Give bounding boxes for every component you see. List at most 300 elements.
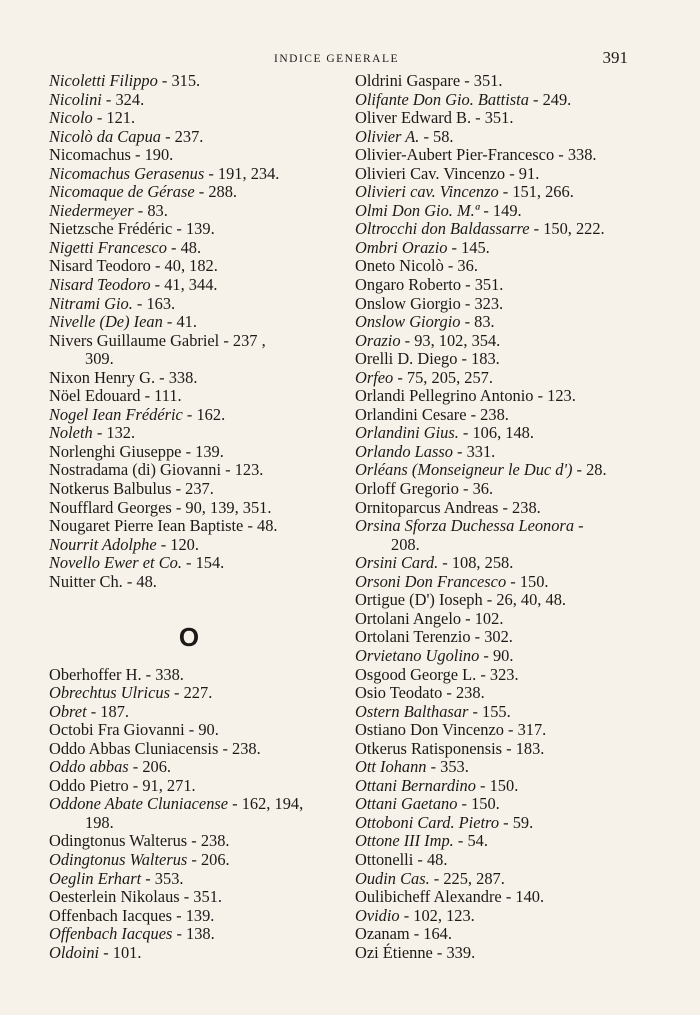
entry-separator: - [438,553,452,573]
entry-name: Ortigue (D') Ioseph [355,590,483,610]
index-entry [49,517,329,536]
entry-page-refs: 187. [100,701,129,721]
entry-page-refs: 288. [208,182,238,202]
index-entry [49,387,329,406]
entry-page-refs: 139. [195,441,224,461]
entry-page-refs: 162. [196,404,226,424]
index-entry [49,128,329,147]
entry-name: Orlando Lasso [355,441,453,461]
entry-page-refs: 83. [147,200,168,220]
entry-separator: - [140,386,155,406]
entry-page-refs: 151, 266. [512,182,574,202]
entry-separator: - [460,293,475,313]
entry-name: Orsina Sforza Duchessa Leonora [355,516,575,536]
index-entry [355,443,630,462]
entry-separator: - [460,71,474,90]
index-entry [49,332,329,351]
entry-name: Niedermeyer [49,200,134,220]
index-entry [49,239,329,258]
entry-name: Ostiano Don Vincenzo [355,720,504,740]
entry-separator: - [219,330,233,350]
entry-separator: - [452,441,467,461]
entry-page-refs: 238. [512,497,541,517]
entry-separator: - [243,516,257,536]
index-entry [355,777,630,796]
entry-name: Nicolò da Capua [49,126,162,146]
index-entry [49,832,329,851]
entry-separator: - [92,423,107,443]
entry-continuation: 198. [85,812,114,832]
entry-separator: - [156,534,171,554]
entry-separator: - [399,905,414,925]
entry-separator: - [128,775,143,795]
entry-page-refs: 237 , [232,330,266,350]
entry-page-refs: 40, 182. [164,256,218,276]
index-entry [355,591,630,610]
entry-page-refs: 206. [142,757,172,777]
entry-page-refs: 150, 222. [543,219,605,239]
entry-name: Oddo abbas [49,757,129,777]
index-list-o-left [49,666,329,963]
entry-separator: - [179,887,194,907]
entry-page-refs: 163. [146,293,176,313]
index-entry [49,72,329,91]
entry-name: Olivieri Cav. Vincenzo [355,163,506,183]
entry-name: Orelli D. Diego [355,349,458,369]
index-entry [49,721,329,740]
entry-separator: - [141,868,155,888]
entry-page-refs: 238. [232,738,261,758]
entry-name: Offenbach Iacques [49,924,173,944]
entry-page-refs: 150. [519,571,549,591]
entry-name: Obrechtus Ulricus [49,683,170,703]
entry-page-refs: 238. [455,683,485,703]
entry-separator: - [101,89,116,109]
entry-separator: - [574,516,584,536]
entry-name: Odingtonus Walterus [49,849,188,869]
entry-name: Orfeo [355,367,394,387]
entry-continuation: 309. [85,349,114,369]
index-entry [49,480,329,499]
entry-separator: - [166,237,181,257]
entry-page-refs: 164. [423,924,452,944]
entry-name: Ottonelli [355,849,414,869]
entry-page-refs: 191, 234. [217,163,280,183]
index-entry [355,406,630,425]
entry-page-refs: 353. [440,757,469,777]
index-entry [49,795,329,814]
index-entry [355,424,630,443]
entry-name: Oesterlein Nikolaus [49,887,180,907]
entry-name: Noleth [49,423,93,443]
running-title: INDICE GENERALE [274,53,400,65]
entry-separator: - [133,200,148,220]
index-entry [355,925,630,944]
left-column [49,72,329,962]
index-entry [49,684,329,703]
entry-separator: - [172,905,186,925]
entry-separator: - [498,497,513,517]
entry-name: Oudin Cas. [355,868,430,888]
entry-separator: - [419,126,433,146]
entry-name: Nuitter Ch. [49,571,123,591]
entry-separator: - [506,571,520,591]
entry-page-refs: 36. [472,479,494,499]
index-list-o-right [355,72,630,962]
entry-name: Orsini Card. [355,553,439,573]
entry-name: Noufflard Georges [49,497,172,517]
index-entry [355,907,630,926]
entry-page-refs: 75, 205, 257. [406,367,493,387]
index-entry [355,146,630,165]
entry-separator: - [171,497,186,517]
entry-page-refs: 59. [512,812,534,832]
entry-separator: - [482,590,497,610]
entry-page-refs: 351. [473,71,503,90]
entry-name: Olivieri cav. Vincenzo [355,182,499,202]
entry-name: Nicoletti Filippo [49,71,158,90]
entry-name: Oddone Abate Cluniacense [49,794,229,814]
entry-separator: - [442,683,456,703]
entry-separator: - [171,479,186,499]
entry-page-refs: 108, 258. [451,553,514,573]
entry-page-refs: 48. [257,516,278,536]
entry-page-refs: 28. [586,460,607,480]
index-entry [355,832,630,851]
entry-page-refs: 93, 102, 354. [414,330,501,350]
entry-name: Nivelle (De) Iean [49,312,163,332]
entry-name: Ottani Bernardino [355,775,476,795]
index-entry [49,424,329,443]
index-entry [49,907,329,926]
entry-name: Nisard Teodoro [49,256,151,276]
entry-separator: - [99,942,113,962]
entry-page-refs: 36. [457,256,478,276]
entry-page-refs: 91. [518,163,540,183]
index-entry [49,777,329,796]
index-entry [49,146,329,165]
entry-separator: - [447,237,462,257]
entry-name: Olmi Don Gio. M.ª [355,200,480,220]
index-entry [49,944,329,963]
entry-page-refs: 331. [466,441,496,461]
entry-separator: - [182,404,197,424]
entry-name: Onslow Giorgio [355,293,461,313]
index-entry [49,499,329,518]
index-entry [49,740,329,759]
index-entry [355,684,630,703]
entry-continuation: 208. [391,534,420,554]
entry-page-refs: 106, 148. [472,423,534,443]
index-entry [355,332,630,351]
right-column [355,72,630,962]
entry-name: Oberhoffer H. [49,664,142,684]
entry-page-refs: 123. [547,386,576,406]
entry-name: Nogel Iean Frédéric [49,404,183,424]
entry-name: Orsoni Don Francesco [355,571,507,591]
section-letter: O [178,621,200,652]
entry-separator: - [92,108,107,128]
entry-name: Nicomachus Gerasenus [49,163,205,183]
entry-name: Nitrami Gio. [49,293,133,313]
entry-name: Octobi Fra Giovanni [49,720,185,740]
entry-page-refs: 120. [170,534,199,554]
entry-separator: - [460,312,475,332]
entry-name: Oldrini Gaspare [355,71,461,90]
index-entry [49,369,329,388]
entry-page-refs: 150. [489,775,519,795]
entry-name: Ovidio [355,905,400,925]
entry-separator: - [130,145,145,165]
entry-separator: - [528,89,543,109]
index-entry [355,573,630,592]
entry-name: Ombri Orazio [355,237,448,257]
index-entry [49,109,329,128]
entry-page-refs: 91, 271. [142,775,196,795]
index-entry [355,721,630,740]
entry-name: Ornitoparcus Andreas [355,497,499,517]
entry-separator: - [432,942,447,962]
entry-separator: - [533,386,548,406]
page-number: 391 [602,48,628,67]
entry-name: Nougaret Pierre Iean Baptiste [49,516,244,536]
index-entry [49,461,329,480]
entry-page-refs: 183. [515,738,545,758]
entry-name: Oneto Nicolò [355,256,444,276]
entry-separator: - [457,794,472,814]
index-entry [49,851,329,870]
entry-separator: - [400,330,415,350]
entry-separator: - [141,664,156,684]
entry-separator: - [468,701,483,721]
index-entry [49,202,329,221]
index-entry [49,183,329,202]
entry-separator: - [458,423,473,443]
entry-page-refs: 48. [426,849,448,869]
entry-page-refs: 238. [200,831,230,851]
entry-name: Nicomachus [49,145,131,165]
index-entry [49,313,329,332]
entry-page-refs: 317. [517,720,547,740]
index-entry [355,461,630,480]
index-entry [49,257,329,276]
entry-page-refs: 237. [185,479,214,499]
entry-separator: - [413,849,427,869]
entry-name: Nöel Edouard [49,386,141,406]
entry-name: Oddo Pietro [49,775,129,795]
index-entry [49,443,329,462]
entry-page-refs: 83. [474,312,495,332]
entry-page-refs: 227. [183,683,213,703]
entry-page-refs: 138. [186,924,215,944]
entry-separator: - [409,924,424,944]
entry-separator: - [443,256,458,276]
index-entry [49,165,329,184]
index-entry [49,295,329,314]
index-entry [355,851,630,870]
entry-page-refs: 249. [542,89,572,109]
entry-name: Norlenghi Giuseppe [49,441,182,461]
entry-name: Orléans (Monseigneur le Duc d') [355,460,573,480]
entry-name: Olivier A. [355,126,420,146]
entry-name: Oeglin Erhart [49,868,142,888]
entry-page-refs: 101. [112,942,142,962]
entry-separator: - [128,757,143,777]
entry-page-refs: 48. [136,571,157,591]
entry-page-refs: 41, 344. [164,275,218,295]
entry-name: Ozi Étienne [355,942,433,962]
entry-separator: - [204,163,218,183]
entry-name: Orlandi Pellegrino Antonio [355,386,534,406]
index-entry [355,870,630,889]
entry-page-refs: 225, 287. [443,868,505,888]
index-entry [355,499,630,518]
entry-page-refs: 154. [195,553,225,573]
entry-name: Oltrocchi don Baldassarre [355,219,530,239]
entry-separator: - [426,757,441,777]
entry-separator: - [155,367,169,387]
index-entry [355,944,630,963]
entry-name: Odingtonus Walterus [49,831,188,851]
entry-page-refs: 302. [484,627,513,647]
entry-separator: - [501,887,516,907]
index-entry [49,91,329,110]
entry-separator: - [187,849,201,869]
entry-page-refs: 48. [180,237,202,257]
entry-page-refs: 338. [567,145,597,165]
entry-name: Notkerus Balbulus [49,479,172,499]
entry-separator: - [162,312,177,332]
entry-separator: - [221,460,235,480]
index-entry [355,647,630,666]
entry-name: Orloff Gregorio [355,479,459,499]
entry-page-refs: 149. [492,200,522,220]
entry-separator: - [529,219,544,239]
entry-separator: - [184,720,199,740]
entry-name: Ott Iohann [355,757,427,777]
entry-page-refs: 102. [474,608,504,628]
entry-page-refs: 339. [446,942,476,962]
entry-page-refs: 150. [471,794,500,814]
entry-separator: - [122,571,137,591]
index-entry [355,350,630,369]
entry-separator: - [479,645,493,665]
entry-name: Ottone III Imp. [355,831,454,851]
entry-separator: - [479,200,493,220]
entry-separator: - [86,701,101,721]
entry-page-refs: 90. [492,645,514,665]
entry-separator: - [157,71,172,90]
index-list-n [49,72,329,591]
entry-page-refs: 190. [144,145,174,165]
index-entry [49,758,329,777]
entry-separator: - [505,163,519,183]
entry-page-refs: 26, 40, 48. [496,590,566,610]
entry-page-refs: 58. [433,126,454,146]
entry-page-refs: 90, 139, 351. [185,497,272,517]
index-entry [49,276,329,295]
entry-separator: - [194,182,209,202]
index-entry [355,740,630,759]
entry-separator: - [499,812,513,832]
entry-page-refs: 111. [154,386,182,406]
entry-page-refs: 324. [115,89,145,109]
entry-separator: - [466,404,481,424]
entry-name: Onslow Giorgio [355,312,461,332]
entry-name: Osio Teodato [355,683,443,703]
entry-separator: - [393,367,407,387]
index-entry [49,573,329,592]
entry-page-refs: 338. [155,664,184,684]
entry-page-refs: 351. [474,275,504,295]
index-entry [355,128,630,147]
index-entry [355,91,630,110]
index-entry [355,257,630,276]
index-entry [355,610,630,629]
entry-page-refs: 121. [106,108,136,128]
entry-name: Nisard Teodoro [49,275,151,295]
index-entry [355,295,630,314]
index-entry [355,480,630,499]
index-entry [355,369,630,388]
entry-name: Ortolani Terenzio [355,627,471,647]
index-entry [355,795,630,814]
entry-page-refs: 238. [480,404,509,424]
entry-name: Oliver Edward B. [355,108,472,128]
entry-name: Nicolo [49,108,93,128]
entry-name: Ongaro Roberto [355,275,462,295]
entry-name: Orlandini Cesare [355,404,467,424]
index-entry [355,888,630,907]
entry-page-refs: 90. [198,720,219,740]
entry-page-refs: 323. [474,293,504,313]
entry-name: Ottoboni Card. Pietro [355,812,500,832]
index-entry [355,165,630,184]
index-entry [49,703,329,722]
entry-separator: - [461,608,475,628]
index-entry [355,666,630,685]
index-entry [49,220,329,239]
entry-page-refs: 139. [185,219,215,239]
entry-separator: - [502,738,516,758]
entry-name: Ozanam [355,924,410,944]
entry-page-refs: 183. [471,349,500,369]
entry-name: Ottani Gaetano [355,794,458,814]
entry-name: Ostern Balthasar [355,701,469,721]
entry-separator: - [228,794,242,814]
entry-separator: - [475,775,490,795]
index-entry [49,888,329,907]
entry-separator: - [150,256,165,276]
entry-separator: - [471,108,485,128]
entry-name: Nostradama (di) Giovanni [49,460,222,480]
entry-separator: - [476,664,490,684]
entry-name: Nivers Guillaume Gabriel [49,330,220,350]
entry-name: Osgood George L. [355,664,477,684]
entry-page-refs: 338. [168,367,198,387]
entry-page-refs: 353. [154,868,184,888]
entry-name: Olivier-Aubert Pier-Francesco [355,145,555,165]
index-entry [49,406,329,425]
index-entry [355,554,630,573]
entry-page-refs: 155. [482,701,511,721]
entry-name: Oulibicheff Alexandre [355,887,502,907]
index-entry [355,202,630,221]
index-entry [355,628,630,647]
entry-name: Orvietano Ugolino [355,645,480,665]
entry-separator: - [554,145,568,165]
index-entry [355,220,630,239]
